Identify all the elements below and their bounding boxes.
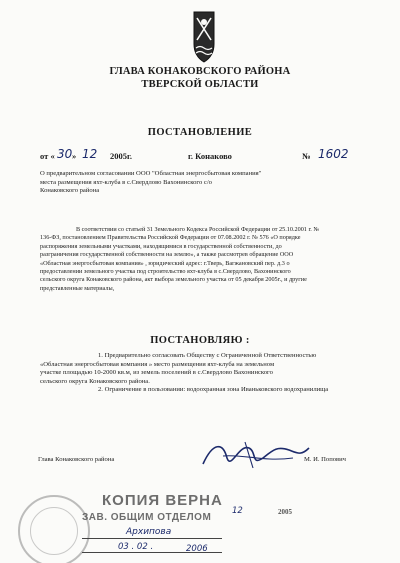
date-month: 12 bbox=[82, 147, 98, 161]
decree-line: 1. Предварительно согласовать Обществу с Ограниченной Ответственностью bbox=[98, 352, 317, 359]
document-number: 1602 bbox=[318, 147, 349, 161]
header-line-2: ТВЕРСКОЙ ОБЛАСТИ bbox=[141, 79, 259, 90]
copy-stamp-position: ЗАВ. ОБЩИМ ОТДЕЛОМ bbox=[82, 512, 212, 523]
decree-items bbox=[40, 352, 370, 395]
subject-block bbox=[40, 170, 320, 196]
decree-heading: ПОСТАНОВЛЯЮ : bbox=[150, 335, 250, 346]
subject-line: Конаковского района bbox=[40, 187, 100, 195]
copy-stamp-year: 2005 bbox=[278, 508, 292, 516]
copy-stamp-number: 12 bbox=[232, 506, 243, 516]
preamble-line: «Областная энергосбытовая компания» , юридический адрес: г.Тверь, Вагжановский пер. д.3 о bbox=[40, 259, 290, 267]
preamble-line: разграничения государственной собственности на землю», а также рассмотрев обращение ООО bbox=[40, 251, 294, 259]
copy-stamp-title: КОПИЯ ВЕРНА bbox=[102, 492, 223, 509]
header-line-1: ГЛАВА КОНАКОВСКОГО РАЙОНА bbox=[109, 66, 291, 77]
preamble-line: распоряжения земельными участками, находящимися в государственной собственности, до bbox=[40, 242, 282, 250]
handwritten-signature bbox=[193, 436, 313, 474]
decree-line: «Областная энергосбытовая компания » место размещения яхт-клуба на земельном bbox=[40, 360, 275, 368]
date-day: 30 bbox=[57, 147, 73, 161]
document-title: ПОСТАНОВЛЕНИЕ bbox=[147, 127, 253, 138]
preamble-line: сельского округа Конаковского района, акт выбора земельного участка от 05 декабря 2005г., и другие bbox=[40, 276, 307, 284]
preamble-line: 136-ФЗ, постановлением Правительства Российской Федерации от 07.08.2002 г. № 576 «О порядке bbox=[40, 234, 301, 242]
preamble-paragraph bbox=[40, 226, 370, 293]
signatory-position: Глава Конаковского района bbox=[38, 456, 115, 463]
copy-stamp-handwritten-year: 2006 bbox=[186, 544, 208, 554]
copy-stamp-handwritten-date: 03 . 02 . bbox=[118, 542, 154, 552]
date-prefix: от « bbox=[40, 151, 55, 161]
round-seal-inner bbox=[30, 507, 78, 555]
date-line bbox=[40, 149, 370, 165]
decree-line: участке площадью 10-2000 кв.м, из земель поселений в с.Свердлово Вахонинского bbox=[40, 369, 273, 377]
date-year: 2005г. bbox=[110, 151, 133, 161]
subject-line: места размещения яхт-клуба в с.Свердлово Вахонинского с/о bbox=[40, 178, 212, 186]
copy-stamp bbox=[78, 492, 228, 562]
preamble-line: В соответствии со статьей 31 Земельного Кодекса Российской Федерации от 25.10.2001 г. № bbox=[76, 226, 320, 233]
date-quote: » bbox=[72, 151, 77, 161]
city: г. Конаково bbox=[188, 151, 232, 161]
copy-stamp-rule bbox=[82, 538, 222, 539]
coat-of-arms-icon bbox=[191, 10, 217, 64]
decree-line: 2. Ограничение в пользовании: водоохранная зона Иваньковского водохранилища bbox=[98, 386, 329, 394]
preamble-line: представленные материалы, bbox=[40, 284, 115, 292]
number-label: № bbox=[302, 151, 311, 161]
signature-block bbox=[38, 452, 378, 472]
subject-line: О предварительном согласовании ООО "Областная энергосбытовая компания" bbox=[40, 170, 262, 177]
signatory-name: М. И. Попович bbox=[303, 456, 346, 463]
copy-stamp-handwritten-name: Архипова bbox=[126, 527, 172, 537]
decree-line: сельского округа Конаковского района. bbox=[40, 377, 150, 385]
preamble-line: предоставлении земельного участка под строительство яхт-клуба в с.Свердлово, Вахонинского bbox=[40, 268, 291, 276]
